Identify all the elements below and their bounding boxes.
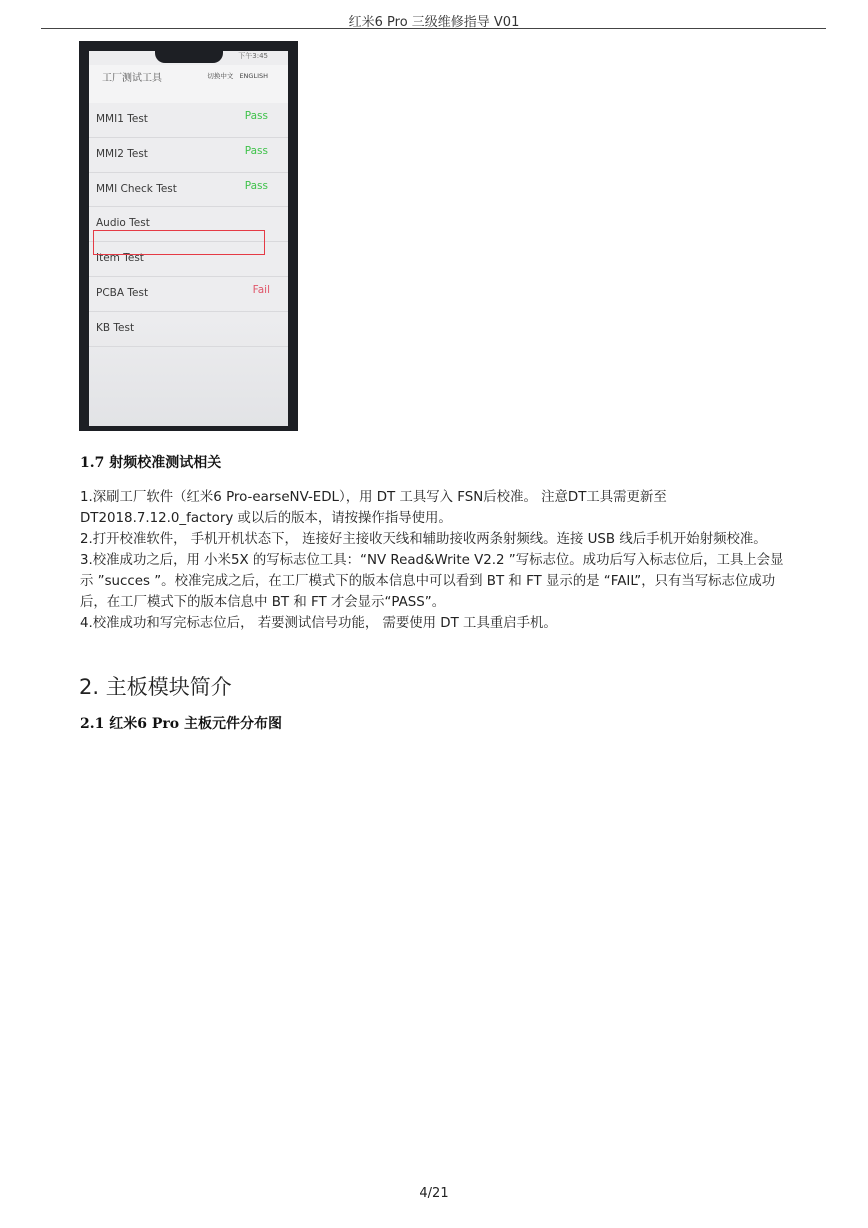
phone-photo (79, 41, 298, 431)
section-1-7-body (80, 487, 785, 634)
test-status: Pass (244, 110, 268, 122)
test-list (89, 103, 288, 347)
paragraph-1: 1.深刷工厂软件（红米6 Pro-earseNV-EDL），用 DT 工具写入 FSN后校准。 注意DT工具需更新至 DT2018.7.12.0_factory 或以后的版本，请按操作指导使用。 (80, 490, 667, 526)
phone-screen (89, 51, 288, 426)
test-row-mmi-check[interactable] (89, 173, 288, 208)
test-row-pcba[interactable] (89, 277, 288, 312)
item-test-highlight-box (93, 230, 265, 255)
status-bar-time: 下午3:45 (238, 52, 268, 60)
page-number: 4/21 (419, 1186, 449, 1201)
test-name: MMI Check Test (96, 182, 177, 195)
test-name: Item Test (96, 252, 144, 265)
lang-switch-chinese-button[interactable]: 切换中文 (207, 72, 234, 80)
paragraph-3: 3.校准成功之后，用 小米5X 的写标志位工具：“NV Read&Write V2.2 ”写标志位。成功后写入标志位后，工具上会显示 ”succes ”。校准完成之后，在工厂模式下的版本信息中可以看到 BT 和 FT 显示的是 “FAIL”，只有当写标志位成功后，在工厂模式下的版本信息中 BT 和 FT 才会显示“PASS”。 (80, 553, 784, 610)
test-status: Pass (244, 179, 268, 192)
section-heading-2: 2. 主板模块简介 (79, 675, 232, 699)
test-row-mmi2[interactable] (89, 138, 288, 173)
paragraph-4: 4.校准成功和写完标志位后， 若要测试信号功能， 需要使用 DT 工具重启手机。 (80, 616, 557, 631)
test-name: MMI1 Test (96, 113, 148, 125)
language-switch (203, 71, 268, 80)
lang-switch-english-button[interactable]: ENGLISH (239, 72, 268, 80)
test-row-mmi1[interactable] (89, 103, 288, 138)
header-rule (41, 28, 826, 29)
paragraph-2: 2.打开校准软件， 手机开机状态下， 连接好主接收天线和辅助接收两条射频线。连接 USB 线后手机开始射频校准。 (80, 532, 767, 547)
section-heading-1-7: 1.7 射频校准测试相关 (80, 455, 222, 471)
test-name: PCBA Test (96, 286, 149, 299)
section-heading-2-1: 2.1 红米6 Pro 主板元件分布图 (80, 716, 282, 732)
test-name: MMI2 Test (96, 147, 148, 160)
page-header: 红米6 Pro 三级维修指导 V01 (348, 15, 520, 30)
app-title: 工厂测试工具 (102, 73, 162, 84)
test-status: Pass (244, 144, 268, 157)
test-status: Fail (252, 283, 270, 296)
test-name: Audio Test (96, 217, 150, 230)
test-name: KB Test (96, 321, 135, 334)
test-row-kb[interactable] (89, 312, 288, 347)
phone-notch (155, 51, 223, 63)
